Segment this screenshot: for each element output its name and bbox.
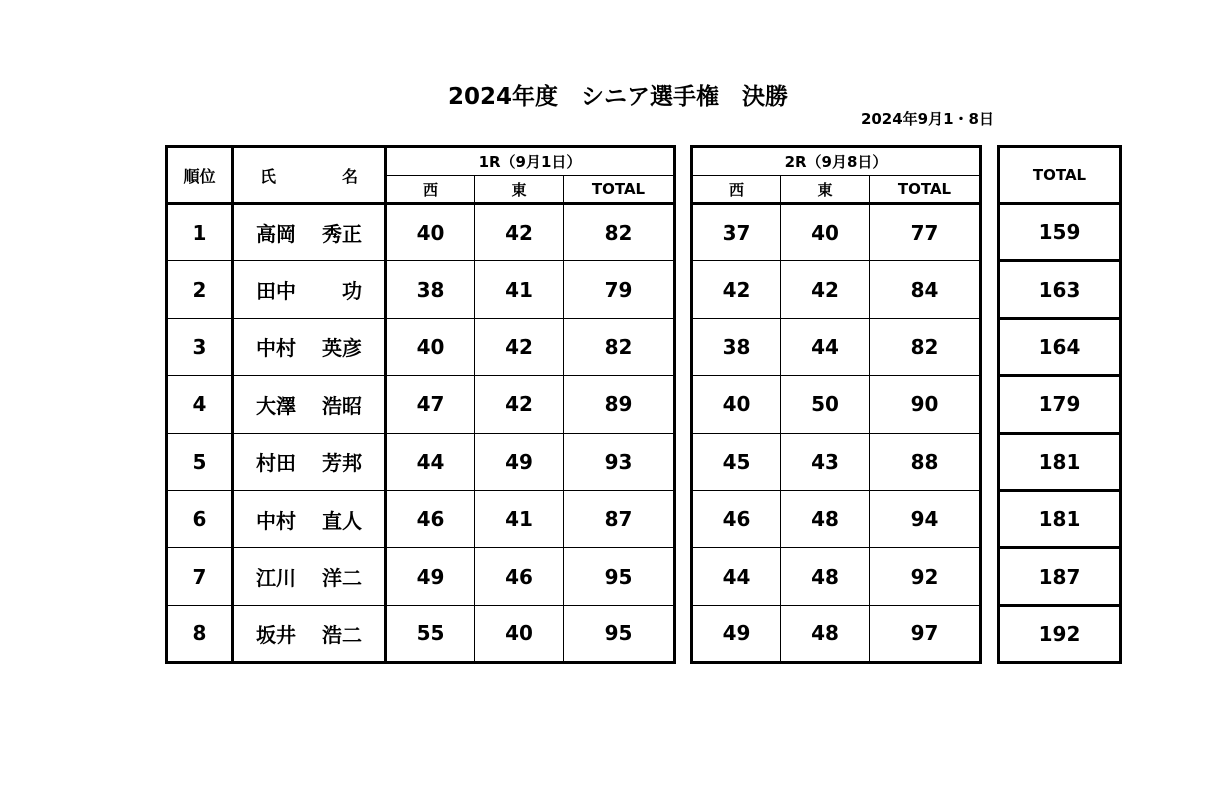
r2-east-cell: 48 xyxy=(781,605,870,662)
r2-west-cell: 44 xyxy=(692,548,781,605)
r1-east-cell: 41 xyxy=(475,490,564,547)
r1-total-cell: 93 xyxy=(564,433,675,490)
family-name: 江川 xyxy=(256,566,296,591)
r2-total-cell: 84 xyxy=(870,261,981,318)
round1-rows xyxy=(167,204,675,663)
player-name-cell xyxy=(233,318,386,375)
player-name-cell xyxy=(233,261,386,318)
table-row xyxy=(167,204,675,261)
table-row xyxy=(999,318,1121,375)
given-name: 浩昭 xyxy=(322,393,362,418)
table-row xyxy=(692,376,981,433)
grand-total-cell: 192 xyxy=(999,605,1121,662)
r2-west-cell: 40 xyxy=(692,376,781,433)
r1-east-cell: 46 xyxy=(475,548,564,605)
table-row xyxy=(692,261,981,318)
r2-east-cell: 40 xyxy=(781,204,870,261)
r1-east-cell: 41 xyxy=(475,261,564,318)
r1-west-cell: 38 xyxy=(386,261,475,318)
rank-cell: 1 xyxy=(167,204,233,261)
table-row xyxy=(167,548,675,605)
table-row xyxy=(692,548,981,605)
table-row xyxy=(167,490,675,547)
family-name: 田中 xyxy=(256,279,296,304)
rank-header: 順位 xyxy=(167,147,233,204)
round1-total-header: TOTAL xyxy=(564,176,675,204)
event-date: 2024年9月1・8日 xyxy=(860,110,994,128)
given-name: 英彦 xyxy=(322,336,362,361)
given-name: 直人 xyxy=(322,508,362,533)
r2-total-cell: 97 xyxy=(870,605,981,662)
r1-west-cell: 55 xyxy=(386,605,475,662)
name-header-b: 名 xyxy=(341,166,358,186)
grand-total-cell: 179 xyxy=(999,376,1121,433)
name-header-a: 氏 xyxy=(260,166,277,186)
r2-east-cell: 42 xyxy=(781,261,870,318)
r1-total-cell: 95 xyxy=(564,548,675,605)
table-row xyxy=(167,376,675,433)
r1-west-cell: 46 xyxy=(386,490,475,547)
r1-total-cell: 89 xyxy=(564,376,675,433)
r1-west-cell: 40 xyxy=(386,318,475,375)
given-name: 浩二 xyxy=(322,622,362,647)
given-name: 秀正 xyxy=(322,222,362,247)
table-row xyxy=(999,605,1121,662)
r2-east-cell: 43 xyxy=(781,433,870,490)
r2-total-cell: 88 xyxy=(870,433,981,490)
r2-west-cell: 38 xyxy=(692,318,781,375)
round2-total-header: TOTAL xyxy=(870,176,981,204)
round2-west-header: 西 xyxy=(692,176,781,204)
grand-total-cell: 181 xyxy=(999,433,1121,490)
r2-total-cell: 92 xyxy=(870,548,981,605)
r2-west-cell: 37 xyxy=(692,204,781,261)
rank-cell: 5 xyxy=(167,433,233,490)
grand-total-rows xyxy=(999,204,1121,663)
r1-west-cell: 47 xyxy=(386,376,475,433)
given-name: 芳邦 xyxy=(322,451,362,476)
given-name: 洋二 xyxy=(322,566,362,591)
r2-total-cell: 94 xyxy=(870,490,981,547)
r2-west-cell: 45 xyxy=(692,433,781,490)
table-row xyxy=(692,433,981,490)
r2-west-cell: 42 xyxy=(692,261,781,318)
player-name-cell xyxy=(233,376,386,433)
r2-total-cell: 77 xyxy=(870,204,981,261)
grand-total-table xyxy=(997,145,1122,664)
player-name-cell xyxy=(233,204,386,261)
rank-cell: 4 xyxy=(167,376,233,433)
r2-total-cell: 82 xyxy=(870,318,981,375)
family-name: 中村 xyxy=(256,336,296,361)
given-name: 功 xyxy=(342,279,362,304)
round1-header: 1R（9月1日） xyxy=(386,147,675,176)
table-row xyxy=(167,433,675,490)
family-name: 中村 xyxy=(256,508,296,533)
table-row xyxy=(692,605,981,662)
round1-table xyxy=(165,145,676,664)
rank-cell: 2 xyxy=(167,261,233,318)
table-row xyxy=(999,261,1121,318)
r2-east-cell: 44 xyxy=(781,318,870,375)
grand-total-cell: 159 xyxy=(999,204,1121,261)
table-row xyxy=(692,204,981,261)
r1-east-cell: 42 xyxy=(475,376,564,433)
r2-east-cell: 48 xyxy=(781,548,870,605)
player-name-cell xyxy=(233,490,386,547)
table-row xyxy=(692,490,981,547)
rank-cell: 7 xyxy=(167,548,233,605)
r1-total-cell: 79 xyxy=(564,261,675,318)
table-row xyxy=(167,605,675,662)
table-row xyxy=(692,318,981,375)
r1-total-cell: 87 xyxy=(564,490,675,547)
table-row xyxy=(999,204,1121,261)
table-row xyxy=(999,376,1121,433)
round2-header: 2R（9月8日） xyxy=(692,147,981,176)
r1-total-cell: 82 xyxy=(564,318,675,375)
r1-east-cell: 42 xyxy=(475,204,564,261)
r1-total-cell: 82 xyxy=(564,204,675,261)
r2-west-cell: 46 xyxy=(692,490,781,547)
grand-total-cell: 187 xyxy=(999,548,1121,605)
rank-cell: 8 xyxy=(167,605,233,662)
family-name: 大澤 xyxy=(256,393,296,418)
table-row xyxy=(167,318,675,375)
player-name-cell xyxy=(233,548,386,605)
r1-east-cell: 42 xyxy=(475,318,564,375)
round2-rows xyxy=(692,204,981,663)
round2-east-header: 東 xyxy=(781,176,870,204)
round1-west-header: 西 xyxy=(386,176,475,204)
table-row xyxy=(167,261,675,318)
rank-cell: 6 xyxy=(167,490,233,547)
rank-cell: 3 xyxy=(167,318,233,375)
grand-total-header: TOTAL xyxy=(999,147,1121,204)
grand-total-cell: 164 xyxy=(999,318,1121,375)
round1-east-header: 東 xyxy=(475,176,564,204)
player-name-cell xyxy=(233,605,386,662)
family-name: 高岡 xyxy=(256,222,296,247)
round2-table xyxy=(690,145,982,664)
r2-total-cell: 90 xyxy=(870,376,981,433)
r1-west-cell: 44 xyxy=(386,433,475,490)
family-name: 村田 xyxy=(256,451,296,476)
r1-west-cell: 49 xyxy=(386,548,475,605)
table-row xyxy=(999,548,1121,605)
r2-west-cell: 49 xyxy=(692,605,781,662)
grand-total-cell: 163 xyxy=(999,261,1121,318)
grand-total-cell: 181 xyxy=(999,490,1121,547)
r2-east-cell: 50 xyxy=(781,376,870,433)
player-name-cell xyxy=(233,433,386,490)
family-name: 坂井 xyxy=(256,622,296,647)
r1-west-cell: 40 xyxy=(386,204,475,261)
table-row xyxy=(999,433,1121,490)
r1-east-cell: 49 xyxy=(475,433,564,490)
r2-east-cell: 48 xyxy=(781,490,870,547)
name-header xyxy=(233,147,386,204)
table-row xyxy=(999,490,1121,547)
r1-total-cell: 95 xyxy=(564,605,675,662)
page-title: 2024年度 シニア選手権 決勝 xyxy=(447,84,788,110)
r1-east-cell: 40 xyxy=(475,605,564,662)
